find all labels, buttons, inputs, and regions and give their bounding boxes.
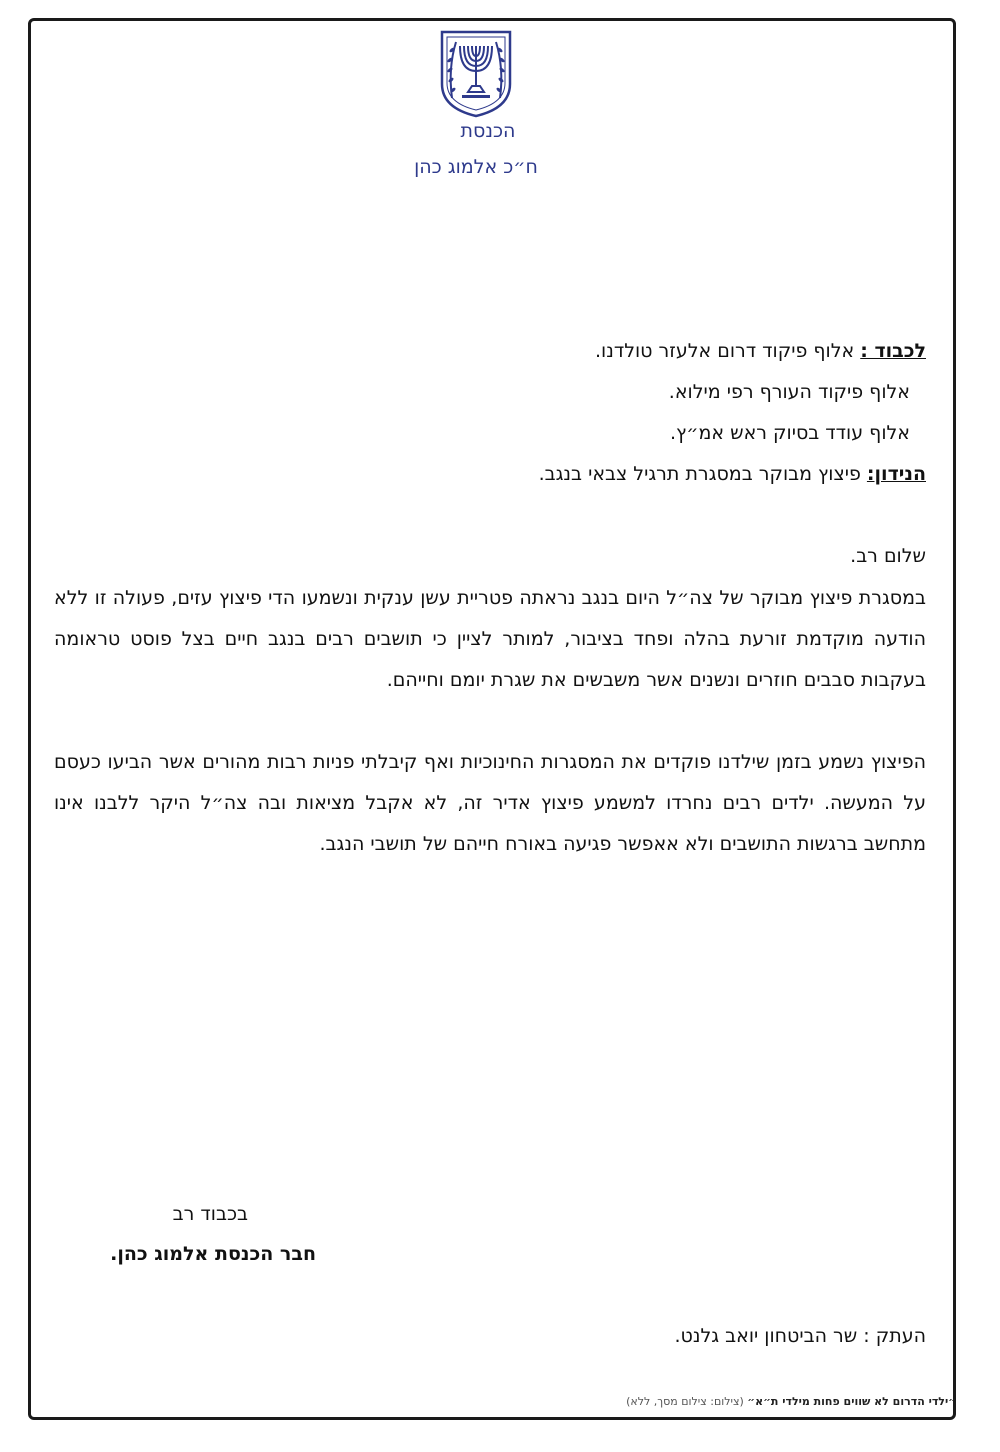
- subject-line: [539, 463, 926, 485]
- addressee-text: אלוף פיקוד דרום אלעזר טולדנו.: [595, 340, 855, 362]
- subject-label: הנידון:: [866, 463, 926, 485]
- greeting: שלום רב.: [850, 545, 926, 567]
- addressee-line-2: אלוף פיקוד העורף רפי מילוא.: [668, 381, 910, 403]
- body-paragraph-2: הפיצוץ נשמע בזמן שילדנו פוקדים את המסגרות החינוכיות ואף קיבלתי פניות רבות מהורים אשר הביעו כעסם על המעשה. ילדים רבים נחרדו למשמע פיצוץ אדיר זה, לא אקבל מציאות ובה צה״ל היקר ללבנו אינו מתחשב ברגשות התושבים ולא אאפשר פגיעה באורח חייהם של תושבי הנגב.: [54, 751, 926, 855]
- subject-text: פיצוץ מבוקר במסגרת תרגיל צבאי בנגב.: [538, 463, 861, 485]
- body-paragraph-1: במסגרת פיצוץ מבוקר של צה״ל היום בנגב נראתה פטריית עשן ענקית ונשמעו הדי פיצוץ עזים, פעולה זו ללא הודעה מוקדמת זורעת בהלה ופחד בציבור, למותר לציין כי תושבים רבים בנגב חיים בצל פוסט טראומה בעקבות סבבים חוזרים ונשנים אשר משבשים את שגרת יומם וחייהם.: [54, 587, 926, 691]
- letter-frame: [28, 18, 956, 1420]
- knesset-emblem-icon: [438, 28, 514, 118]
- caption-text: ״ילדי הדרום לא שווים פחות מילדי ת״א״: [747, 1395, 956, 1408]
- addressee-line-1: [595, 340, 926, 362]
- org-name: הכנסת: [460, 120, 516, 142]
- caption-credit: (צילום: צילום מסך, ללא): [626, 1395, 744, 1408]
- photo-caption: [626, 1395, 956, 1408]
- addressee-line-3: אלוף עודד בסיוק ראש אמ״ץ.: [669, 422, 910, 444]
- closing-signature: חבר הכנסת אלמוג כהן.: [110, 1243, 316, 1265]
- closing-regards: בכבוד רב: [172, 1203, 248, 1225]
- addressee-label: לכבוד :: [860, 340, 926, 362]
- member-name: ח״כ אלמוג כהן: [414, 156, 538, 178]
- cc-line: העתק : שר הביטחון יואב גלנט.: [674, 1325, 926, 1347]
